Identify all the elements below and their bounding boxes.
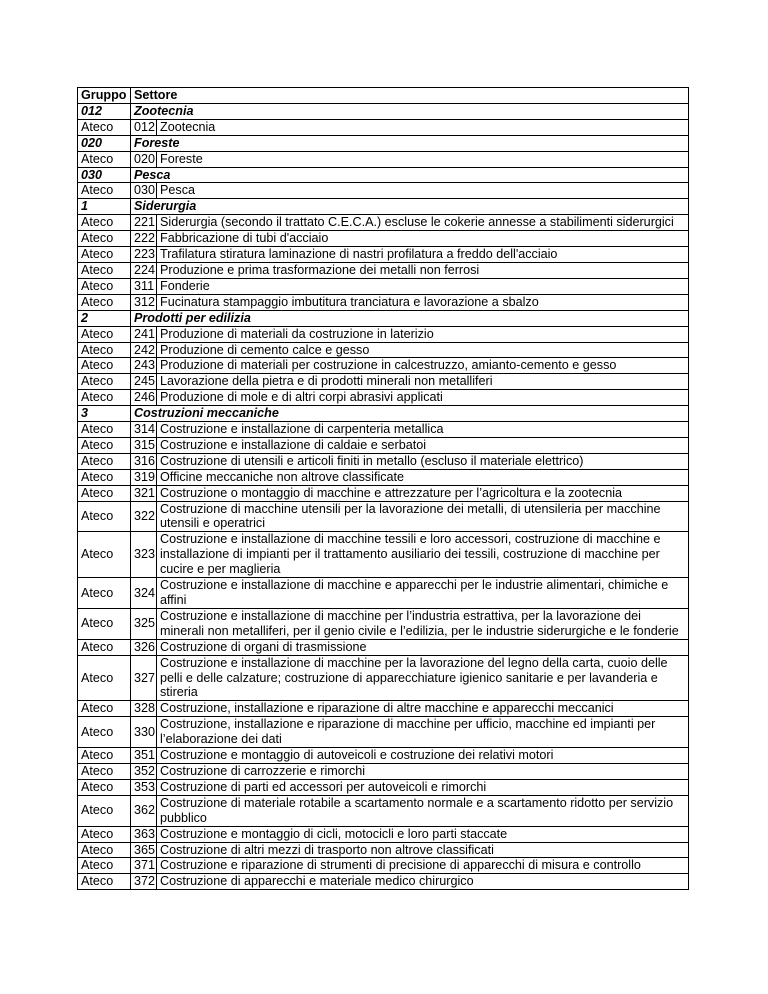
ateco-code: 351: [131, 748, 157, 764]
ateco-code: 365: [131, 842, 157, 858]
ateco-description: Costruzione di utensili e articoli finiti in metallo (escluso il materiale elettrico): [157, 453, 689, 469]
ateco-row: [78, 826, 689, 842]
ateco-description: Officine meccaniche non altrove classificate: [157, 469, 689, 485]
ateco-code: 352: [131, 763, 157, 779]
ateco-label: Ateco: [78, 748, 131, 764]
group-row: [78, 135, 689, 151]
ateco-label: Ateco: [78, 701, 131, 717]
ateco-label: Ateco: [78, 215, 131, 231]
ateco-label: Ateco: [78, 437, 131, 453]
ateco-code: 311: [131, 278, 157, 294]
group-number: 3: [78, 406, 131, 422]
group-sector: Costruzioni meccaniche: [131, 406, 689, 422]
ateco-description: Costruzione e installazione di macchine per la lavorazione del legno della carta, cuoio delle pelli e delle calzature; costruzione di apparecchiature igienico sanitarie e per lavanderia e stireria: [157, 655, 689, 701]
group-sector: Prodotti per edilizia: [131, 310, 689, 326]
ateco-code: 325: [131, 608, 157, 639]
ateco-code: 020: [131, 151, 157, 167]
ateco-label: Ateco: [78, 485, 131, 501]
ateco-code: 243: [131, 358, 157, 374]
ateco-row: [78, 795, 689, 826]
ateco-label: Ateco: [78, 294, 131, 310]
ateco-description: Costruzione e installazione di macchine e apparecchi per le industrie alimentari, chimiche e affini: [157, 578, 689, 609]
ateco-code: 223: [131, 247, 157, 263]
ateco-row: [78, 294, 689, 310]
ateco-code: 246: [131, 390, 157, 406]
ateco-label: Ateco: [78, 262, 131, 278]
ateco-code: 323: [131, 532, 157, 578]
ateco-row: [78, 608, 689, 639]
ateco-row: [78, 342, 689, 358]
ateco-label: Ateco: [78, 231, 131, 247]
ateco-code: 242: [131, 342, 157, 358]
ateco-description: Costruzione e montaggio di autoveicoli e costruzione dei relativi motori: [157, 748, 689, 764]
ateco-description: Costruzione o montaggio di macchine e attrezzature per l’agricoltura e la zootecnia: [157, 485, 689, 501]
ateco-label: Ateco: [78, 608, 131, 639]
ateco-code: 245: [131, 374, 157, 390]
ateco-label: Ateco: [78, 183, 131, 199]
ateco-code: 314: [131, 422, 157, 438]
ateco-code: 326: [131, 639, 157, 655]
ateco-label: Ateco: [78, 501, 131, 532]
ateco-description: Costruzione e installazione di macchine tessili e loro accessori, costruzione di macchine e installazione di impianti per il trattamento ausiliario dei tessili, costruzione di macchine per cucire e per maglieria: [157, 532, 689, 578]
header-settore: Settore: [131, 88, 689, 104]
ateco-code: 322: [131, 501, 157, 532]
ateco-row: [78, 358, 689, 374]
ateco-row: [78, 278, 689, 294]
ateco-row: [78, 183, 689, 199]
header-row: [78, 88, 689, 104]
ateco-description: Costruzione e installazione di caldaie e serbatoi: [157, 437, 689, 453]
ateco-code: 030: [131, 183, 157, 199]
ateco-description: Produzione di cemento calce e gesso: [157, 342, 689, 358]
ateco-label: Ateco: [78, 278, 131, 294]
ateco-code: 353: [131, 779, 157, 795]
group-number: 030: [78, 167, 131, 183]
ateco-description: Produzione di materiali per costruzione in calcestruzzo, amianto-cemento e gesso: [157, 358, 689, 374]
ateco-label: Ateco: [78, 858, 131, 874]
group-sector: Zootecnia: [131, 103, 689, 119]
ateco-row: [78, 119, 689, 135]
ateco-row: [78, 874, 689, 890]
ateco-row: [78, 701, 689, 717]
ateco-code: 316: [131, 453, 157, 469]
ateco-row: [78, 748, 689, 764]
ateco-label: Ateco: [78, 655, 131, 701]
ateco-label: Ateco: [78, 422, 131, 438]
ateco-row: [78, 390, 689, 406]
ateco-description: Trafilatura stiratura laminazione di nastri profilatura a freddo dell'acciaio: [157, 247, 689, 263]
ateco-description: Produzione di materiali da costruzione in laterizio: [157, 326, 689, 342]
ateco-row: [78, 779, 689, 795]
ateco-description: Lavorazione della pietra e di prodotti minerali non metalliferi: [157, 374, 689, 390]
group-number: 020: [78, 135, 131, 151]
ateco-label: Ateco: [78, 326, 131, 342]
ateco-row: [78, 262, 689, 278]
ateco-description: Costruzione di altri mezzi di trasporto non altrove classificati: [157, 842, 689, 858]
ateco-code: 012: [131, 119, 157, 135]
ateco-description: Costruzione, installazione e riparazione di macchine per ufficio, macchine ed impianti per l’elaborazione dei dati: [157, 717, 689, 748]
ateco-row: [78, 639, 689, 655]
ateco-description: Foreste: [157, 151, 689, 167]
ateco-code: 241: [131, 326, 157, 342]
header-gruppo: Gruppo: [78, 88, 131, 104]
ateco-label: Ateco: [78, 119, 131, 135]
ateco-label: Ateco: [78, 639, 131, 655]
ateco-code: 312: [131, 294, 157, 310]
ateco-label: Ateco: [78, 578, 131, 609]
ateco-label: Ateco: [78, 358, 131, 374]
group-row: [78, 310, 689, 326]
ateco-row: [78, 453, 689, 469]
ateco-description: Costruzione di materiale rotabile a scartamento normale e a scartamento ridotto per servizio pubblico: [157, 795, 689, 826]
ateco-code: 372: [131, 874, 157, 890]
ateco-label: Ateco: [78, 874, 131, 890]
ateco-row: [78, 422, 689, 438]
ateco-description: Zootecnia: [157, 119, 689, 135]
ateco-row: [78, 247, 689, 263]
ateco-label: Ateco: [78, 842, 131, 858]
sector-table: [77, 87, 689, 890]
ateco-code: 224: [131, 262, 157, 278]
ateco-row: [78, 231, 689, 247]
ateco-description: Costruzione di macchine utensili per la lavorazione dei metalli, di utensileria per macchine utensili e operatrici: [157, 501, 689, 532]
ateco-label: Ateco: [78, 763, 131, 779]
ateco-label: Ateco: [78, 826, 131, 842]
ateco-description: Costruzione e riparazione di strumenti di precisione di apparecchi di misura e controllo: [157, 858, 689, 874]
group-number: 1: [78, 199, 131, 215]
group-sector: Foreste: [131, 135, 689, 151]
ateco-description: Produzione e prima trasformazione dei metalli non ferrosi: [157, 262, 689, 278]
ateco-code: 330: [131, 717, 157, 748]
group-row: [78, 103, 689, 119]
ateco-row: [78, 501, 689, 532]
ateco-code: 315: [131, 437, 157, 453]
ateco-description: Costruzione e installazione di macchine per l’industria estrattiva, per la lavorazione dei minerali non metalliferi, per il genio civile e l’edilizia, per le industrie siderurgiche e le fonderie: [157, 608, 689, 639]
ateco-code: 324: [131, 578, 157, 609]
group-sector: Pesca: [131, 167, 689, 183]
ateco-description: Costruzione, installazione e riparazione di altre macchine e apparecchi meccanici: [157, 701, 689, 717]
ateco-description: Costruzione di apparecchi e materiale medico chirurgico: [157, 874, 689, 890]
ateco-label: Ateco: [78, 469, 131, 485]
ateco-row: [78, 578, 689, 609]
ateco-row: [78, 151, 689, 167]
ateco-label: Ateco: [78, 374, 131, 390]
ateco-row: [78, 717, 689, 748]
ateco-label: Ateco: [78, 342, 131, 358]
group-sector: Siderurgia: [131, 199, 689, 215]
ateco-code: 319: [131, 469, 157, 485]
ateco-row: [78, 326, 689, 342]
ateco-row: [78, 763, 689, 779]
ateco-row: [78, 437, 689, 453]
ateco-row: [78, 485, 689, 501]
ateco-code: 327: [131, 655, 157, 701]
ateco-description: Costruzione di carrozzerie e rimorchi: [157, 763, 689, 779]
ateco-description: Costruzione e installazione di carpenteria metallica: [157, 422, 689, 438]
ateco-label: Ateco: [78, 717, 131, 748]
ateco-label: Ateco: [78, 532, 131, 578]
ateco-code: 328: [131, 701, 157, 717]
group-row: [78, 406, 689, 422]
ateco-label: Ateco: [78, 779, 131, 795]
ateco-code: 371: [131, 858, 157, 874]
ateco-code: 321: [131, 485, 157, 501]
ateco-description: Fonderie: [157, 278, 689, 294]
ateco-label: Ateco: [78, 795, 131, 826]
ateco-row: [78, 469, 689, 485]
group-row: [78, 167, 689, 183]
ateco-description: Fucinatura stampaggio imbutitura tranciatura e lavorazione a sbalzo: [157, 294, 689, 310]
ateco-code: 222: [131, 231, 157, 247]
ateco-label: Ateco: [78, 390, 131, 406]
ateco-description: Costruzione di organi di trasmissione: [157, 639, 689, 655]
ateco-row: [78, 374, 689, 390]
ateco-row: [78, 215, 689, 231]
ateco-description: Fabbricazione di tubi d'acciaio: [157, 231, 689, 247]
ateco-description: Pesca: [157, 183, 689, 199]
group-number: 012: [78, 103, 131, 119]
ateco-description: Costruzione e montaggio di cicli, motocicli e loro parti staccate: [157, 826, 689, 842]
ateco-description: Produzione di mole e di altri corpi abrasivi applicati: [157, 390, 689, 406]
ateco-row: [78, 842, 689, 858]
ateco-description: Siderurgia (secondo il trattato C.E.C.A.) escluse le cokerie annesse a stabilimenti siderurgici: [157, 215, 689, 231]
ateco-row: [78, 858, 689, 874]
ateco-description: Costruzione di parti ed accessori per autoveicoli e rimorchi: [157, 779, 689, 795]
group-row: [78, 199, 689, 215]
ateco-row: [78, 532, 689, 578]
ateco-code: 362: [131, 795, 157, 826]
ateco-code: 221: [131, 215, 157, 231]
group-number: 2: [78, 310, 131, 326]
ateco-row: [78, 655, 689, 701]
ateco-label: Ateco: [78, 453, 131, 469]
ateco-label: Ateco: [78, 247, 131, 263]
ateco-label: Ateco: [78, 151, 131, 167]
ateco-code: 363: [131, 826, 157, 842]
